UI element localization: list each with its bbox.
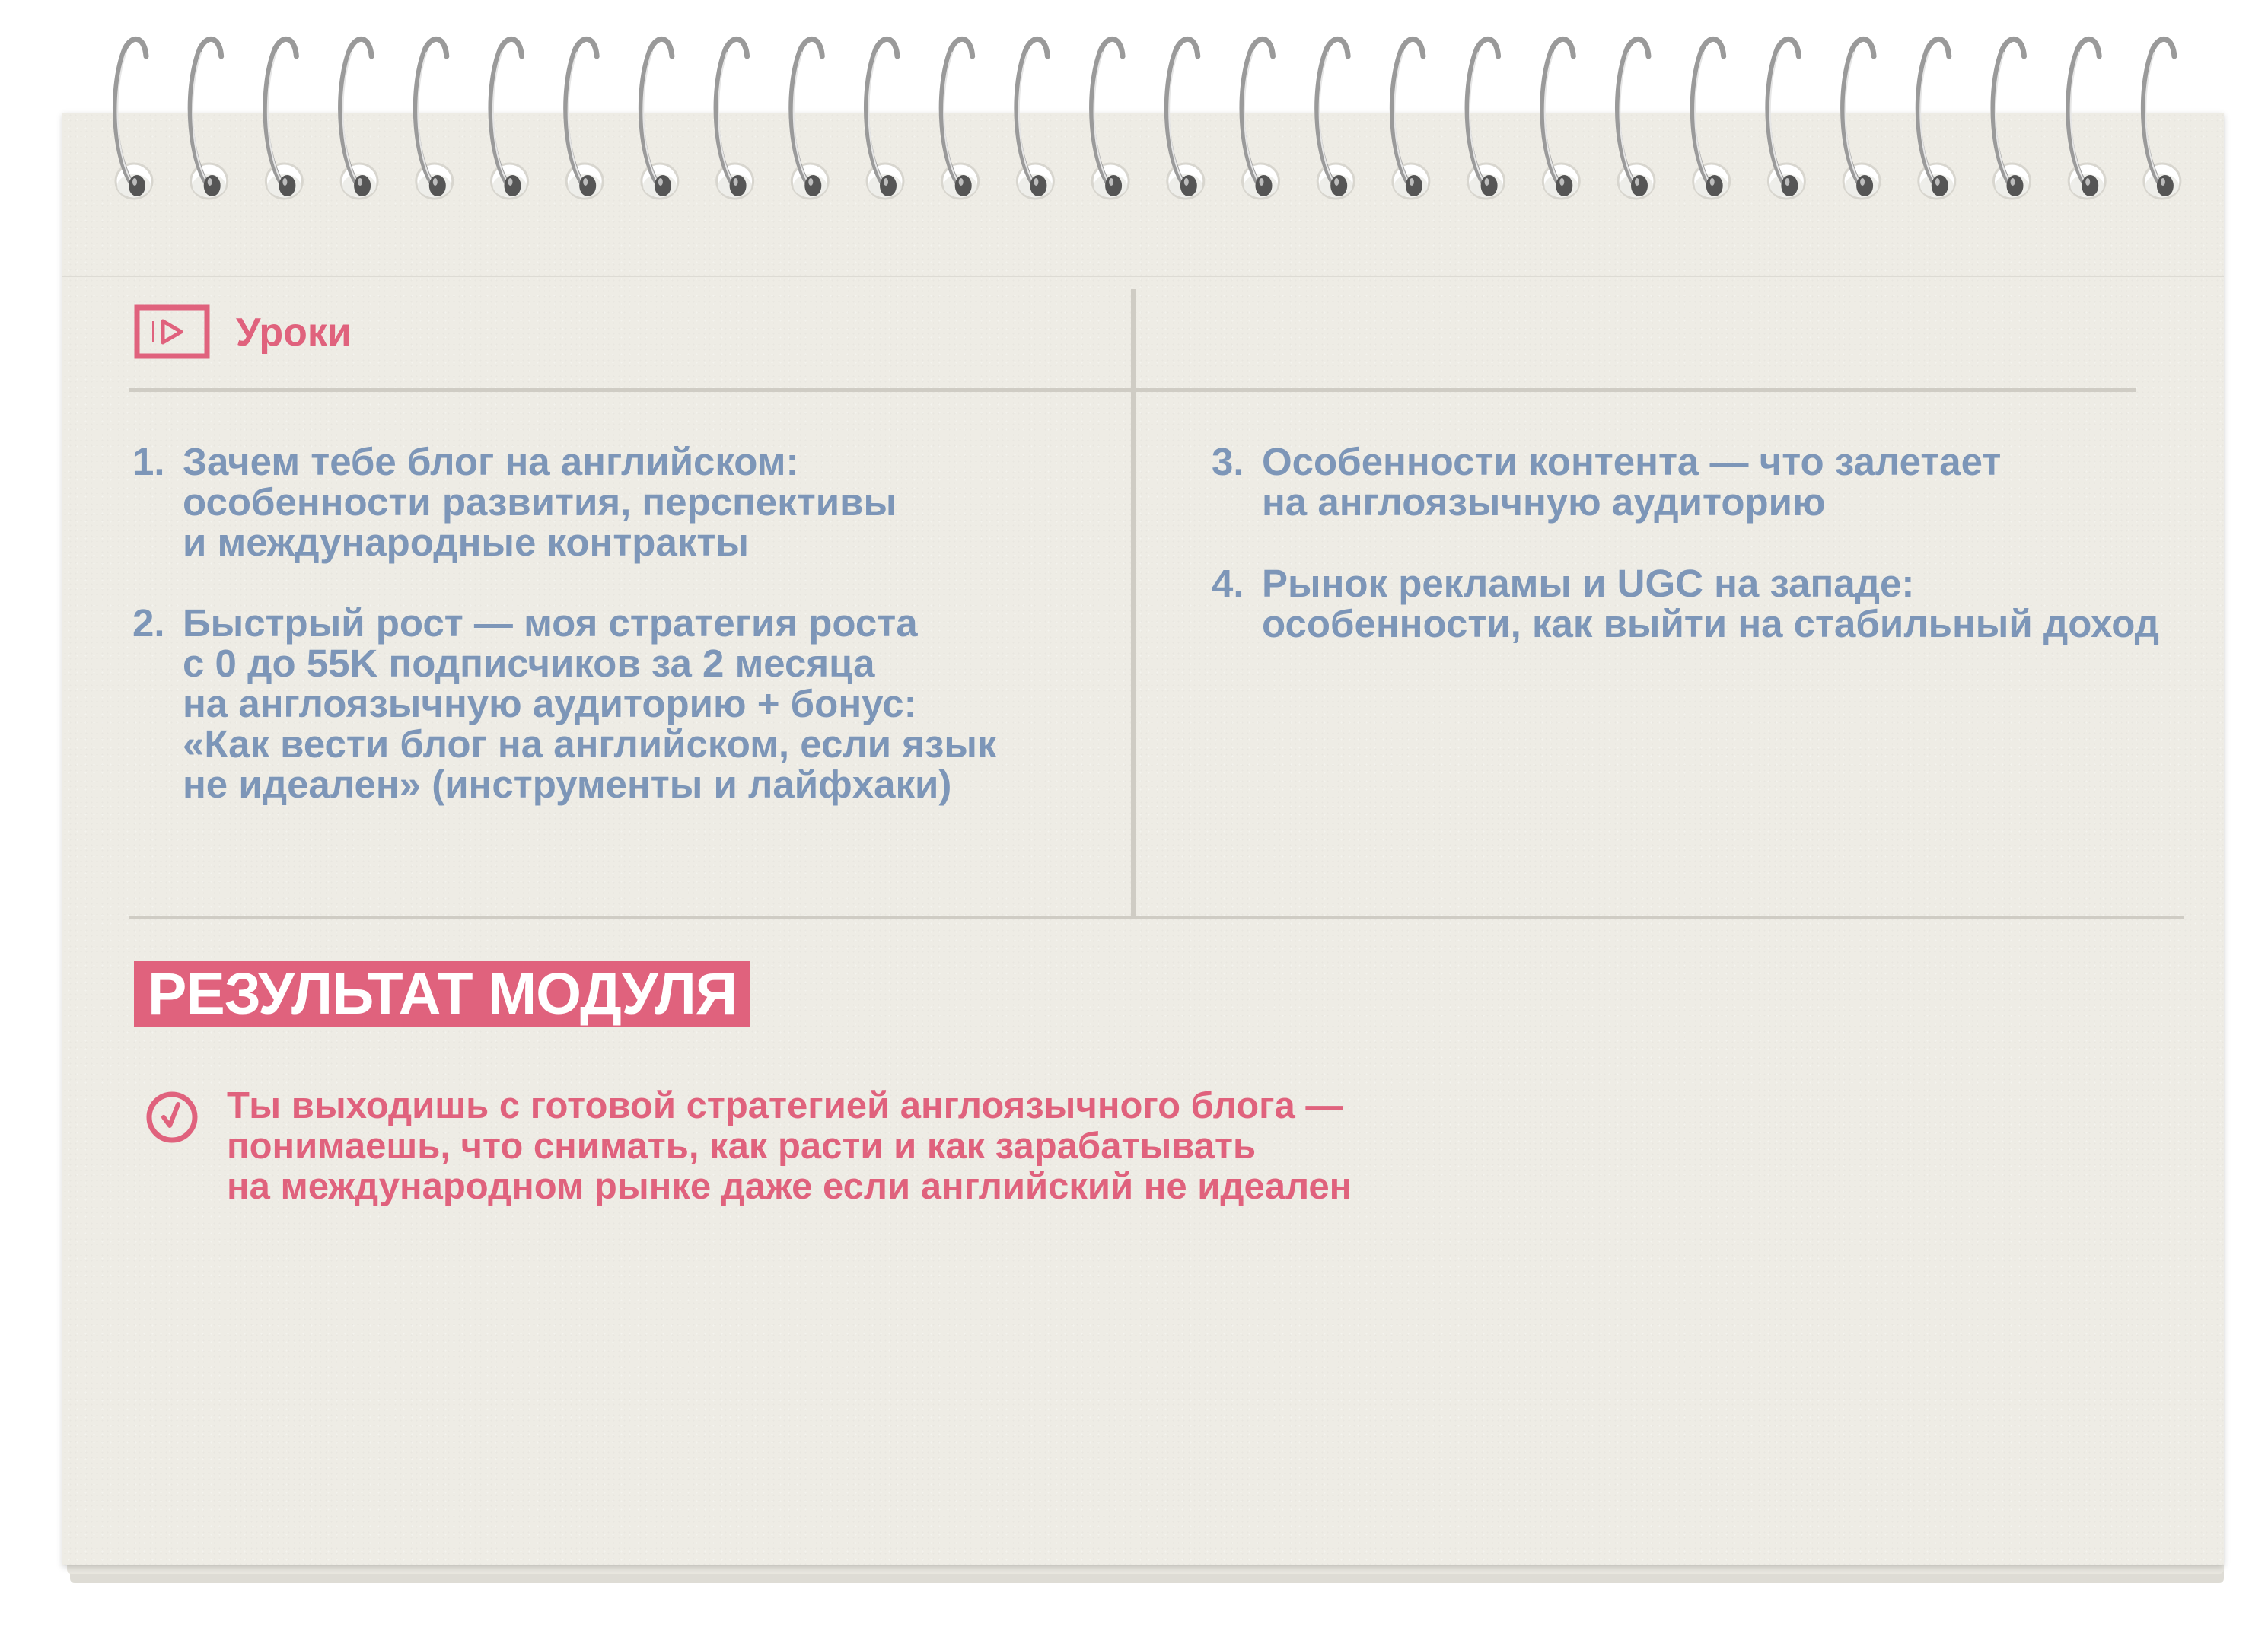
spiral-ring [1918, 39, 1955, 199]
lessons-heading: Уроки [236, 311, 352, 355]
lesson-number: 2. [132, 601, 165, 645]
spiral-ring [1317, 39, 1355, 199]
spiral-ring [266, 39, 303, 199]
result-description: Ты выходишь с готовой стратегией англоязычного блога — понимаешь, что снимать, как расти и как зарабатывать на международном рынке даже если английский не идеален [227, 1085, 1352, 1207]
spiral-ring [566, 39, 604, 199]
spiral-ring [1843, 39, 1881, 199]
lesson-number: 3. [1212, 440, 1244, 483]
lesson-number: 1. [132, 440, 165, 483]
spiral-binding [0, 0, 2268, 221]
spiral-ring [1167, 39, 1204, 199]
result-heading: РЕЗУЛЬТАТ МОДУЛЯ [134, 961, 750, 1027]
spiral-ring [2069, 39, 2106, 199]
checkmark-circle-icon [145, 1090, 199, 1145]
spiral-ring [1993, 39, 2031, 199]
lesson-title: Особенности контента — что залетает на англоязычную аудиторию [1262, 440, 2002, 524]
spiral-ring [1467, 39, 1505, 199]
spiral-ring [792, 39, 829, 199]
page-fold-line [62, 276, 2224, 277]
column-divider [1131, 289, 1136, 917]
spiral-ring [1392, 39, 1429, 199]
lesson-title: Зачем тебе блог на английском: особенности развития, перспективы и международные контракты [183, 440, 897, 564]
spiral-ring [190, 39, 228, 199]
spiral-ring [1092, 39, 1129, 199]
lesson-title: Рынок рекламы и UGC на западе: особенности, как выйти на стабильный доход [1262, 562, 2160, 645]
spiral-ring [2143, 39, 2180, 199]
spiral-ring [115, 39, 152, 199]
spiral-ring [1242, 39, 1279, 199]
spiral-ring [1768, 39, 1805, 199]
spiral-ring [341, 39, 378, 199]
lesson-title: Быстрый рост — моя стратегия роста с 0 до 55K подписчиков за 2 месяца на англоязычную аудиторию + бонус: «Как вести блог на английском, если язык не идеален» (инструменты и лайфхаки) [183, 601, 997, 806]
section-divider [129, 916, 2184, 919]
notebook-page [62, 113, 2224, 1565]
spiral-ring [866, 39, 903, 199]
spiral-ring [641, 39, 678, 199]
spiral-ring [1017, 39, 1054, 199]
spiral-ring [941, 39, 979, 199]
video-play-icon [134, 304, 210, 359]
spiral-ring [1543, 39, 1580, 199]
spiral-ring [716, 39, 753, 199]
spiral-ring [1693, 39, 1730, 199]
spiral-ring [1617, 39, 1655, 199]
spiral-ring [491, 39, 528, 199]
spiral-ring [416, 39, 453, 199]
lesson-number: 4. [1212, 562, 1244, 605]
